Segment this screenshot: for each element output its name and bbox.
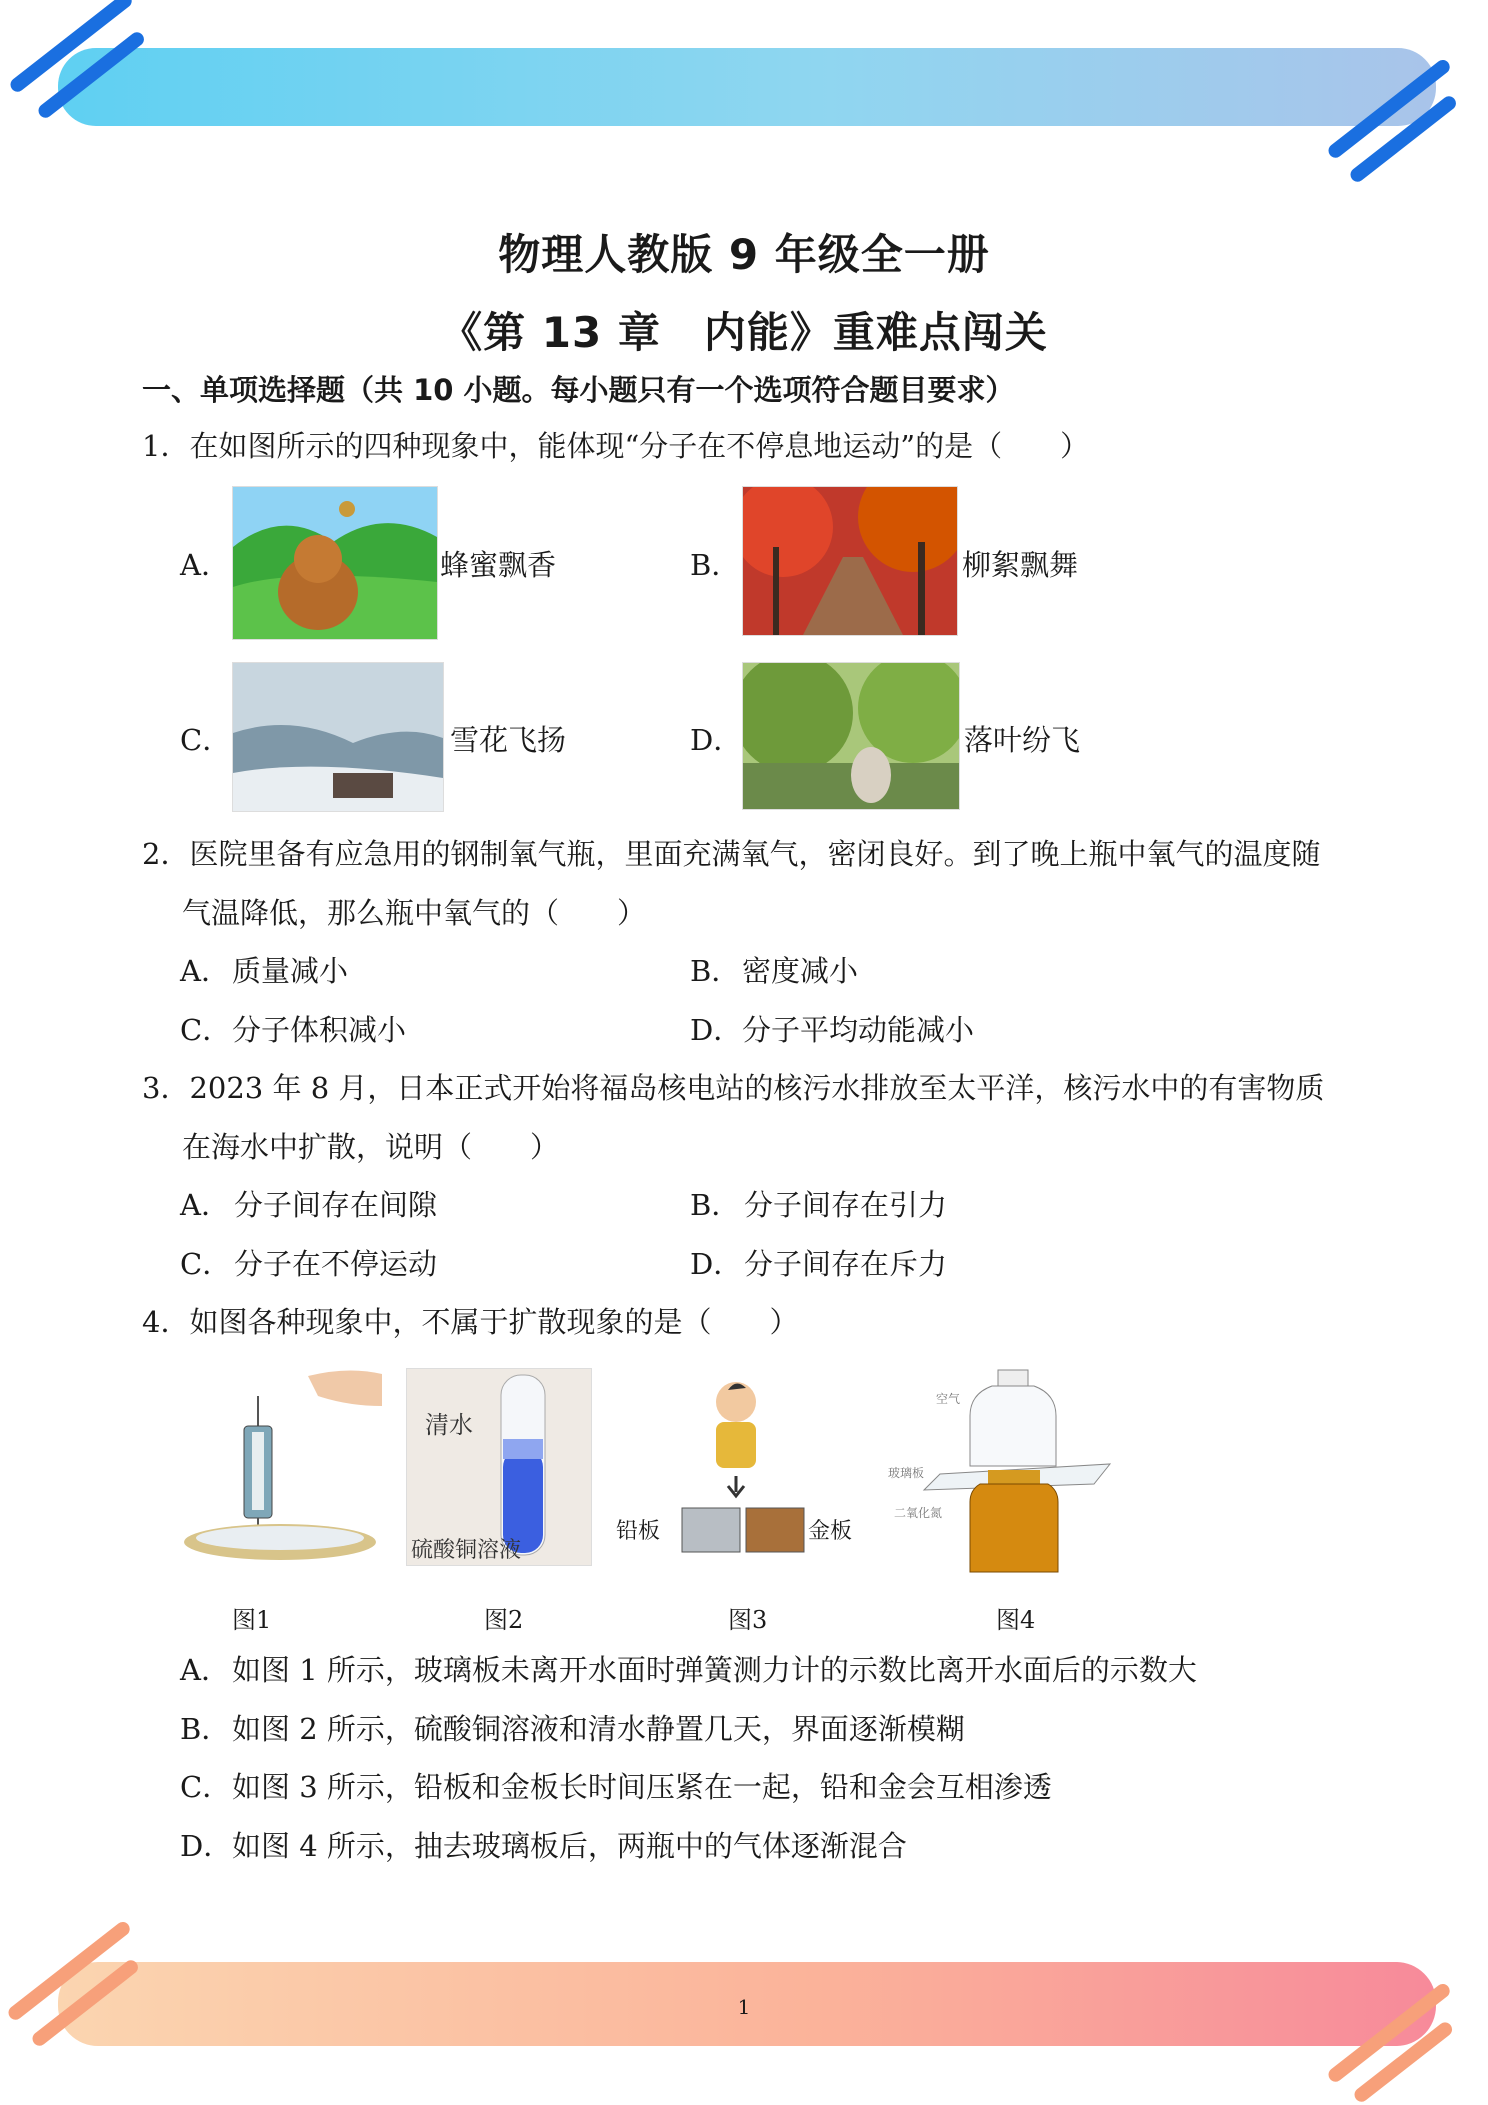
question-4-stem: 4．如图各种现象中，不属于扩散现象的是（ ） [142, 1305, 799, 1339]
option-letter: D． [690, 1247, 743, 1281]
option-text: 分子平均动能减小 [742, 1013, 975, 1047]
option-letter: D． [180, 1829, 233, 1863]
option-text: 柳絮飘舞 [962, 548, 1079, 582]
autumn-trees-image [742, 486, 958, 636]
option-text: 密度减小 [742, 954, 859, 988]
option-letter: A． [180, 1188, 230, 1222]
option-text: 分子体积减小 [232, 1013, 407, 1047]
option-letter: A． [180, 954, 230, 988]
figure-3-label-gold: 金板 [808, 1519, 853, 1544]
option-text: 分子间存在引力 [744, 1188, 948, 1222]
figure-4-label-glass: 玻璃板 [888, 1466, 925, 1480]
figure-4-label-no2: 二氧化氮 [894, 1506, 943, 1520]
figure-1-caption: 图1 [232, 1606, 272, 1634]
document-title: 物理人教版 9 年级全一册 [498, 230, 990, 279]
figure-2-label-water: 清水 [425, 1411, 473, 1439]
option-letter: D． [690, 1013, 743, 1047]
option-text: 蜂蜜飘香 [440, 548, 557, 582]
option-text: 分子间存在斥力 [744, 1247, 948, 1281]
page-number: 1 [737, 1995, 751, 2019]
figure-2-caption: 图2 [484, 1606, 524, 1634]
option-text: 如图 4 所示，抽去玻璃板后，两瓶中的气体逐渐混合 [232, 1829, 907, 1863]
question-2-stem: 2．医院里备有应急用的钢制氧气瓶，里面充满氧气，密闭良好。到了晚上瓶中氧气的温度随 [142, 837, 1321, 871]
header-banner [58, 48, 1436, 126]
question-2-stem: 气温降低，那么瓶中氧气的（ ） [182, 896, 647, 930]
figure-2-diffusion-tube [406, 1368, 592, 1566]
option-letter: D． [690, 723, 743, 757]
willow-trees-image [742, 662, 960, 810]
section-heading: 一、单项选择题（共 10 小题。每小题只有一个选项符合题目要求） [142, 373, 1015, 407]
figure-4-gas-bottles [880, 1366, 1116, 1580]
snow-scene-image [232, 662, 444, 812]
option-letter: B． [180, 1712, 231, 1746]
option-letter: A． [180, 548, 230, 582]
figure-3-metal-plates [616, 1372, 866, 1568]
figure-3-caption: 图3 [728, 1606, 768, 1634]
option-letter: B． [690, 548, 741, 582]
option-text: 分子在不停运动 [234, 1247, 438, 1281]
figure-3-label-lead: 铅板 [616, 1519, 661, 1544]
option-text: 质量减小 [232, 954, 349, 988]
question-1-stem: 1．在如图所示的四种现象中，能体现“分子在不停息地运动”的是（ ） [142, 429, 1090, 463]
option-text: 如图 1 所示，玻璃板未离开水面时弹簧测力计的示数比离开水面后的示数大 [232, 1653, 1197, 1687]
figure-2-label-copper-sulfate: 硫酸铜溶液 [411, 1538, 522, 1563]
option-letter: C． [180, 1013, 232, 1047]
bear-honey-image [232, 486, 438, 640]
option-text: 落叶纷飞 [964, 723, 1081, 757]
option-text: 如图 3 所示，铅板和金板长时间压紧在一起，铅和金会互相渗透 [232, 1770, 1052, 1804]
figure-4-label-air: 空气 [936, 1392, 961, 1406]
question-3-stem: 3．2023 年 8 月，日本正式开始将福岛核电站的核污水排放至太平洋，核污水中的有害物质 [142, 1071, 1325, 1105]
option-text: 如图 2 所示，硫酸铜溶液和清水静置几天，界面逐渐模糊 [232, 1712, 965, 1746]
option-text: 雪花飞扬 [450, 723, 567, 757]
option-letter: A． [180, 1653, 230, 1687]
question-3-stem: 在海水中扩散，说明（ ） [182, 1130, 560, 1164]
figure-4-caption: 图4 [996, 1606, 1036, 1634]
option-letter: C． [180, 723, 232, 757]
option-letter: C． [180, 1770, 232, 1804]
option-letter: B． [690, 1188, 741, 1222]
option-letter: C． [180, 1247, 232, 1281]
option-letter: B． [690, 954, 741, 988]
option-text: 分子间存在间隙 [234, 1188, 438, 1222]
figure-1-spring-scale [178, 1366, 382, 1566]
document-subtitle: 《第 13 章 内能》重难点闯关 [440, 308, 1048, 357]
